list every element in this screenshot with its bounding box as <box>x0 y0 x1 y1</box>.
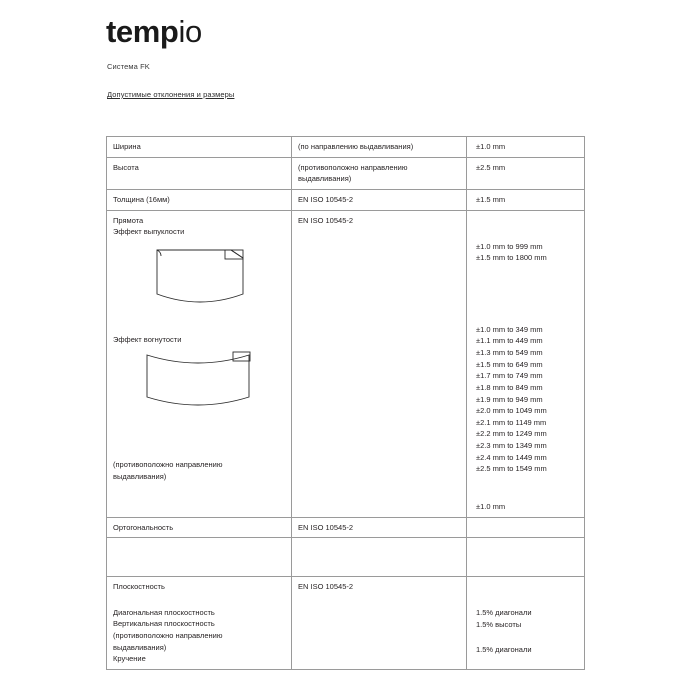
table-row-flatness <box>107 577 585 670</box>
document-subtitle: Система FK <box>107 62 150 71</box>
straightness-values-cell <box>467 210 585 517</box>
flatness-standard-cell <box>292 577 467 670</box>
flatness-label: Плоскостность <box>113 582 165 592</box>
section-title: Допустимые отклонения и размеры <box>107 90 235 99</box>
flatness-item-label-vertical: Вертикальная плоскостность <box>113 619 215 629</box>
table-row-spacer <box>107 538 585 577</box>
table-row <box>107 137 585 158</box>
straightness-standard-cell <box>292 210 467 517</box>
convex-value: ±1.0 mm to 999 mm <box>476 241 543 251</box>
table-row <box>107 189 585 210</box>
brand-logo-light: io <box>178 14 202 49</box>
orthogonality-standard: EN ISO 10545-2 <box>292 517 467 538</box>
flatness-item-label-vertical-note1: (противоположно направлению <box>113 631 223 640</box>
row-value: ±1.5 mm <box>467 189 585 210</box>
flatness-values-cell <box>467 577 585 670</box>
concave-value: ±1.3 mm to 549 mm <box>476 348 543 357</box>
spacer-cell <box>107 538 292 577</box>
concave-value: ±2.3 mm to 1349 mm <box>476 441 547 450</box>
row-label: Ширина <box>107 137 292 158</box>
spacer-cell <box>467 538 585 577</box>
row-middle: (противоположно направлению выдавливания) <box>292 157 467 189</box>
convex-diagram <box>113 238 285 320</box>
concave-value: ±2.5 mm to 1549 mm <box>476 464 547 474</box>
flatness-standard: EN ISO 10545-2 <box>298 582 354 592</box>
concave-value: ±1.5 mm to 649 mm <box>476 359 543 369</box>
flatness-labels-cell <box>107 577 292 670</box>
row-label: Высота <box>107 157 292 189</box>
straightness-standard: EN ISO 10545-2 <box>298 215 354 225</box>
flatness-value-diagonal: 1.5% диагонали <box>476 608 532 618</box>
concave-label: Эффект вогнутости <box>113 334 182 344</box>
row-standard: EN ISO 10545-2 <box>292 189 467 210</box>
flatness-value-warpage: 1.5% диагонали <box>476 645 532 655</box>
tolerances-table <box>106 136 585 670</box>
row-value: ±2.5 mm <box>467 157 585 189</box>
concave-value: ±1.9 mm to 949 mm <box>476 394 543 404</box>
concave-diagram <box>113 345 285 425</box>
flatness-value-vertical: 1.5% высоты <box>476 619 522 629</box>
concave-value: ±1.8 mm to 849 mm <box>476 382 543 392</box>
row-middle: (по направлению выдавливания) <box>292 137 467 158</box>
straightness-label: Прямота <box>113 215 144 225</box>
table-row <box>107 157 585 189</box>
straightness-labels-cell <box>107 210 292 517</box>
concave-value: ±2.4 mm to 1449 mm <box>476 452 547 462</box>
concave-value: ±2.1 mm to 1149 mm <box>476 417 547 427</box>
opposite-direction-value: ±1.0 mm <box>476 501 506 511</box>
table-row-orthogonality <box>107 517 585 538</box>
row-label: Толщина (16мм) <box>107 189 292 210</box>
concave-value: ±2.2 mm to 1249 mm <box>476 429 547 439</box>
convex-label: Эффект выпуклости <box>113 227 185 237</box>
spacer-cell <box>292 538 467 577</box>
flatness-item-label-vertical-note2: выдавливания) <box>113 642 167 652</box>
concave-value: ±1.0 mm to 349 mm <box>476 324 543 334</box>
opposite-direction-label-line2: выдавливания) <box>113 472 167 481</box>
opposite-direction-label-line1: (противоположно направлению <box>113 460 223 470</box>
concave-value: ±1.7 mm to 749 mm <box>476 371 543 381</box>
flatness-item-label-diagonal: Диагональная плоскостность <box>113 607 215 617</box>
table-row-straightness <box>107 210 585 517</box>
row-value: ±1.0 mm <box>467 137 585 158</box>
flatness-item-label-warpage: Кручение <box>113 654 146 664</box>
concave-value: ±1.1 mm to 449 mm <box>476 336 543 346</box>
orthogonality-value <box>467 517 585 538</box>
concave-value: ±2.0 mm to 1049 mm <box>476 406 547 416</box>
orthogonality-label: Ортогональность <box>107 517 292 538</box>
brand-logo-bold: temp <box>106 14 179 49</box>
brand-logo <box>106 14 202 50</box>
convex-value: ±1.5 mm to 1800 mm <box>476 253 547 263</box>
